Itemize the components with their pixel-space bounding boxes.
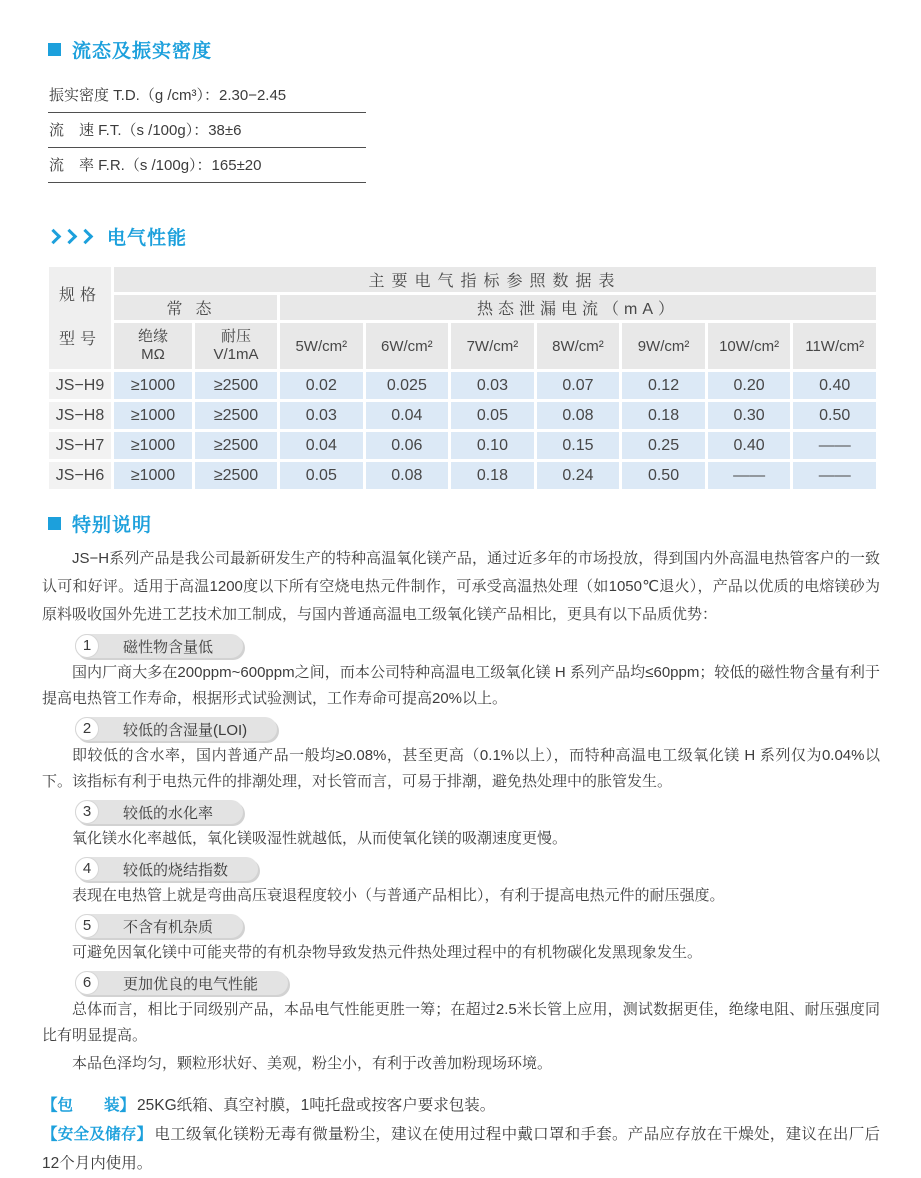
value-cell: 0.18 (451, 462, 534, 489)
value-cell: 0.03 (280, 402, 363, 429)
note-title: 更加优良的电气性能 (123, 975, 259, 993)
note-item (42, 800, 880, 852)
value-cell: 0.18 (622, 402, 705, 429)
note-body: 氧化镁水化率越低，氧化镁吸湿性就越低，从而使氧化镁的吸潮速度更慢。 (72, 830, 568, 847)
value-cell: ≥2500 (195, 402, 277, 429)
value-cell: —— (793, 462, 876, 489)
value-cell: ≥1000 (114, 432, 192, 459)
note-item (42, 914, 880, 966)
value-cell: ≥2500 (195, 372, 277, 399)
value-cell: 0.07 (537, 372, 620, 399)
flow-table-row: 流 率 F.R.（s /100g）：165±20 (48, 148, 366, 183)
value-cell: 0.24 (537, 462, 620, 489)
package-line (42, 1091, 880, 1120)
value-cell: 0.10 (451, 432, 534, 459)
note-body: 可避免因氧化镁中可能夹带的有机杂物导致发热元件热处理过程中的有机物碳化发黑现象发生。 (72, 944, 703, 961)
note-badge (75, 971, 288, 995)
value-cell: 0.50 (793, 402, 876, 429)
note-title: 较低的含湿量(LOI) (123, 721, 248, 739)
note-item (42, 857, 880, 909)
notes-intro-paragraph: JS−H系列产品是我公司最新研发生产的特种高温氧化镁产品，通过近多年的市场投放，得到国内外高温电热管客户的一致认可和好评。适用于高温1200度以下所有空烧电热元件制作，可承受高温热处理（如1050℃退火），产品以优质的电熔镁砂为原料吸收国外先进工艺技术加工制成，与国内普通高温电工级氧化镁产品相比，更具有以下品质优势： (42, 550, 880, 623)
storage-text: 电工级氧化镁粉无毒有微量粉尘，建议在使用过程中戴口罩和手套。产品应存放在干燥处，建议在出厂后12个月内使用。 (42, 1126, 880, 1172)
storage-label: 【安全及储存】 (42, 1126, 153, 1143)
column-header (114, 323, 192, 369)
normal-state-header: 常态 (114, 295, 277, 320)
storage-line (42, 1120, 880, 1178)
column-header-line: 耐压 (220, 328, 251, 345)
notes-closing-paragraph: 本品色泽均匀，颗粒形状好、美观，粉尘小，有利于改善加粉现场环境。 (72, 1055, 553, 1072)
table-main-header: 主要电气指标参照数据表 (114, 267, 876, 292)
package-label: 【包 装】 (42, 1097, 136, 1114)
value-cell: 0.30 (708, 402, 791, 429)
note-number: 3 (75, 800, 99, 824)
note-number: 1 (75, 634, 99, 658)
watt-column-header: 8W/cm² (537, 323, 620, 369)
blue-square-icon (48, 517, 61, 530)
note-item (42, 971, 880, 1049)
table-row (49, 462, 876, 489)
package-text: 25KG纸箱、真空衬膜，1吨托盘或按客户要求包装。 (137, 1097, 496, 1114)
note-body: 国内厂商大多在200ppm~600ppm之间，而本公司特种高温电工级氧化镁 H 系列产品均≤60ppm；较低的磁性物含量有利于提高电热管工作寿命，根据形式试验测试，工作寿命可提高20%以上。 (42, 664, 880, 707)
model-cell: JS−H8 (49, 402, 111, 429)
table-row (49, 402, 876, 429)
value-cell: 0.25 (622, 432, 705, 459)
spec-model-header (49, 267, 111, 369)
note-title: 不含有机杂质 (123, 918, 214, 936)
value-cell: 0.15 (537, 432, 620, 459)
column-header-line: MΩ (141, 346, 165, 363)
value-cell: —— (793, 432, 876, 459)
note-badge (75, 800, 243, 824)
value-cell: ≥1000 (114, 402, 192, 429)
note-badge (75, 634, 243, 658)
flow-section-header (48, 36, 880, 63)
flow-section-title: 流态及振实密度 (72, 41, 213, 62)
watt-column-header: 11W/cm² (793, 323, 876, 369)
note-number: 4 (75, 857, 99, 881)
note-badge (75, 914, 243, 938)
notes-list (42, 634, 880, 1049)
watt-column-header: 10W/cm² (708, 323, 791, 369)
column-header-line: 绝缘 (137, 328, 168, 345)
value-cell: 0.025 (366, 372, 449, 399)
flow-density-table (48, 78, 366, 183)
value-cell: ≥1000 (114, 372, 192, 399)
note-body: 总体而言，相比于同级别产品，本品电气性能更胜一筹；在超过2.5米长管上应用，测试数据更佳，绝缘电阻、耐压强度同比有明显提高。 (42, 1001, 880, 1044)
value-cell: ≥2500 (195, 462, 277, 489)
note-number: 5 (75, 914, 99, 938)
note-badge (75, 857, 258, 881)
note-title: 较低的烧结指数 (123, 861, 229, 879)
electrical-table (46, 264, 879, 492)
watt-column-header: 9W/cm² (622, 323, 705, 369)
triple-chevron-icon (48, 231, 96, 242)
note-item (42, 717, 880, 795)
watt-column-header: 5W/cm² (280, 323, 363, 369)
note-item (42, 634, 880, 712)
value-cell: ≥2500 (195, 432, 277, 459)
value-cell: 0.04 (280, 432, 363, 459)
note-body: 表现在电热管上就是弯曲高压衰退程度较小（与普通产品相比），有利于提高电热元件的耐压强度。 (72, 887, 725, 904)
model-cell: JS−H6 (49, 462, 111, 489)
column-header-line: V/1mA (213, 346, 259, 363)
watt-column-header: 6W/cm² (366, 323, 449, 369)
footer-info (42, 1091, 880, 1178)
value-cell: 0.03 (451, 372, 534, 399)
note-badge (75, 717, 277, 741)
hot-leakage-header: 热态泄漏电流（mA） (280, 295, 876, 320)
value-cell: 0.05 (451, 402, 534, 429)
spec-header-line: 规格 (58, 287, 101, 304)
model-header-line: 型号 (58, 331, 101, 348)
value-cell: 0.12 (622, 372, 705, 399)
value-cell: 0.50 (622, 462, 705, 489)
electrical-section-header (48, 223, 880, 250)
value-cell: 0.08 (537, 402, 620, 429)
model-cell: JS−H9 (49, 372, 111, 399)
table-row (49, 432, 876, 459)
model-cell: JS−H7 (49, 432, 111, 459)
notes-section-header (48, 510, 880, 537)
value-cell: —— (708, 462, 791, 489)
value-cell: 0.40 (708, 432, 791, 459)
notes-section-title: 特别说明 (72, 515, 153, 536)
note-title: 较低的水化率 (123, 804, 214, 822)
value-cell: 0.02 (280, 372, 363, 399)
watt-column-header: 7W/cm² (451, 323, 534, 369)
table-row (49, 372, 876, 399)
value-cell: 0.08 (366, 462, 449, 489)
value-cell: ≥1000 (114, 462, 192, 489)
value-cell: 0.20 (708, 372, 791, 399)
flow-table-row: 流 速 F.T.（s /100g）：38±6 (48, 113, 366, 148)
note-number: 2 (75, 717, 99, 741)
value-cell: 0.05 (280, 462, 363, 489)
note-body: 即较低的含水率，国内普通产品一般均≥0.08%，甚至更高（0.1%以上），而特种高温电工级氧化镁 H 系列仅为0.04%以下。该指标有利于电热元件的排潮处理，对长管而言，可易于排潮，避免热处理中的胀管发生。 (42, 747, 880, 790)
note-title: 磁性物含量低 (123, 638, 214, 656)
column-header (195, 323, 277, 369)
value-cell: 0.04 (366, 402, 449, 429)
note-number: 6 (75, 971, 99, 995)
electrical-section-title: 电气性能 (107, 228, 188, 249)
blue-square-icon (48, 43, 61, 56)
value-cell: 0.40 (793, 372, 876, 399)
flow-table-row: 振实密度 T.D.（g /cm³）：2.30−2.45 (48, 78, 366, 113)
value-cell: 0.06 (366, 432, 449, 459)
